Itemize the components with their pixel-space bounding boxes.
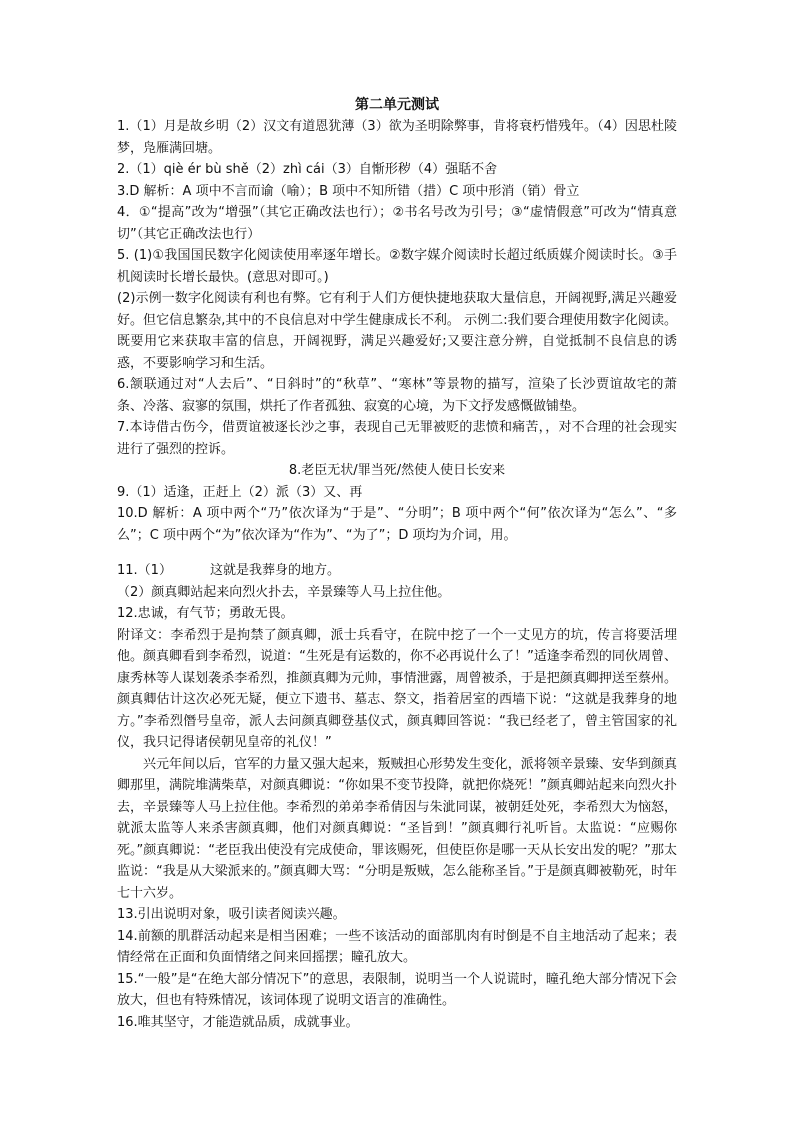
spacer xyxy=(117,546,677,560)
answer-11-part-1 xyxy=(117,560,677,582)
answer-9: 9.（1）适逢，正赶上（2）派（3）又、再 xyxy=(117,484,363,500)
answer-11-text: 这就是我葬身的地方。 xyxy=(209,563,340,578)
answer-5-part-2: (2)示例一数字化阅读有利也有弊。它有利于人们方便快捷地获取大量信息，开阔视野,满足兴趣爱好。但它信息繁杂,其中的不良信息对中学生健康成长不利。 示例二:我们要合理使用数字化阅读。既要用它来获取丰富的信息，开阔视野，满足兴趣爱好;又要注意分辨，自觉抵制不良信息的诱惑，不要影响学习和生活。 xyxy=(117,291,677,371)
answer-7: 7.本诗借古伤今，借贾谊被逐长沙之事，表现自己无罪被贬的悲愤和痛苦，，对不合理的社会现实进行了强烈的控诉。 xyxy=(117,420,677,457)
answer-4: 4．①“提高”改为“增强”（其它正确改法也行）；②书名号改为引号；③“虚情假意”可改为“情真意切”（其它正确改法也行） xyxy=(117,205,677,242)
translation-paragraph-2: 兴元年间以后，官军的力量又强大起来，叛贼担心形势发生变化，派将领辛景臻、安华到颜真卿那里，满院堆满柴草，对颜真卿说：“你如果不变节投降，就把你烧死！”颜真卿站起来向烈火扑去，辛景臻等人马上拉住他。李希烈的弟弟李希倩因与朱泚同谋，被朝廷处死，李希烈大为恼怒，就派太监等人来杀害颜真卿，他们对颜真卿说：“圣旨到！”颜真卿行礼听旨。太监说：“应赐你死。”颜真卿说：“老臣我出使没有完成使命，罪该赐死，但使臣你是哪一天从长安出发的呢？”那太监说：“我是从大梁派来的。”颜真卿大骂：“分明是叛贼，怎么能称圣旨。”于是颜真卿被勒死，时年七十六岁。 xyxy=(117,756,677,901)
answer-6: 6.颔联通过对“人去后”、“日斜时”的“秋草”、“寒林”等景物的描写，渲染了长沙贾谊故宅的萧条、冷落、寂寥的氛围，烘托了作者孤独、寂寞的心境，为下文抒发感慨做铺垫。 xyxy=(117,377,677,414)
translation-paragraph-1: 附译文：李希烈于是拘禁了颜真卿，派士兵看守，在院中挖了一个一丈见方的坑，传言将要活埋他。颜真卿看到李希烈，说道：“生死是有运数的，你不必再说什么了！”适逢李希烈的同伙周曾、康秀林等人谋划袭杀李希烈，推颜真卿为元帅，事情泄露，周曾被杀，于是把颜真卿押送至蔡州。颜真卿估计这次必死无疑，便立下遗书、墓志、祭文，指着居室的西墙下说：“这就是我葬身的地方。”李希烈僭号皇帝，派人去问颜真卿登基仪式，颜真卿回答说：“我已经老了，曾主管国家的礼仪，我只记得诸侯朝见皇帝的礼仪！” xyxy=(117,627,677,750)
answer-sheet xyxy=(117,96,677,1033)
answer-2: 2.（1）qiè ér bù shě（2）zhì cái（3）自惭形秽（4）强聒不舍 xyxy=(117,162,498,177)
page-title: 第二单元测试 xyxy=(355,97,439,113)
answer-5-part-1: 5. (1)①我国国民数字化阅读使用率逐年增长。②数字媒介阅读时长超过纸质媒介阅读时长。③手机阅读时长增长最快。(意思对即可。) xyxy=(117,248,677,285)
answer-16: 16.唯其坚守，才能造就品质，成就事业。 xyxy=(117,1014,359,1030)
answer-11-part-2: （2）颜真卿站起来向烈火扑去，辛景臻等人马上拉住他。 xyxy=(117,584,451,600)
answer-14: 14.前额的肌群活动起来是相当困难；一些不该活动的面部肌肉有时倒是不自主地活动了起来；表情经常在正面和负面情绪之间来回摇摆；瞳孔放大。 xyxy=(117,928,677,965)
answer-15: 15.“一般”是“在绝大部分情况下”的意思，表限制，说明当一个人说谎时，瞳孔绝大部分情况下会放大，但也有特殊情况，该词体现了说明文语言的准确性。 xyxy=(117,971,677,1008)
answer-10: 10.D 解析：A 项中两个“乃”依次译为“于是”、“分明”；B 项中两个“何”依次译为“怎么”、“多么”；C 项中两个“为”依次译为“作为”、“为了”；D 项均为介词，用。 xyxy=(117,506,677,543)
answer-12: 12.忠诚，有气节；勇敢无畏。 xyxy=(117,606,294,621)
answer-3: 3.D 解析：A 项中不言而谕（喻）；B 项中不知所错（措）C 项中形消（销）骨立 xyxy=(117,183,580,199)
answer-13: 13.引出说明对象，吸引读者阅读兴趣。 xyxy=(117,907,346,922)
answer-8: 8.老臣无状/罪当死/然使人使日长安来 xyxy=(288,463,506,478)
answer-11-label: 11.（1） xyxy=(117,563,172,578)
answer-1: 1.（1）月是故乡明（2）汉文有道恩犹薄（3）欲为圣明除弊事，肯将衰朽惜残年。（4）因思杜陵梦，凫雁满回塘。 xyxy=(117,119,677,156)
